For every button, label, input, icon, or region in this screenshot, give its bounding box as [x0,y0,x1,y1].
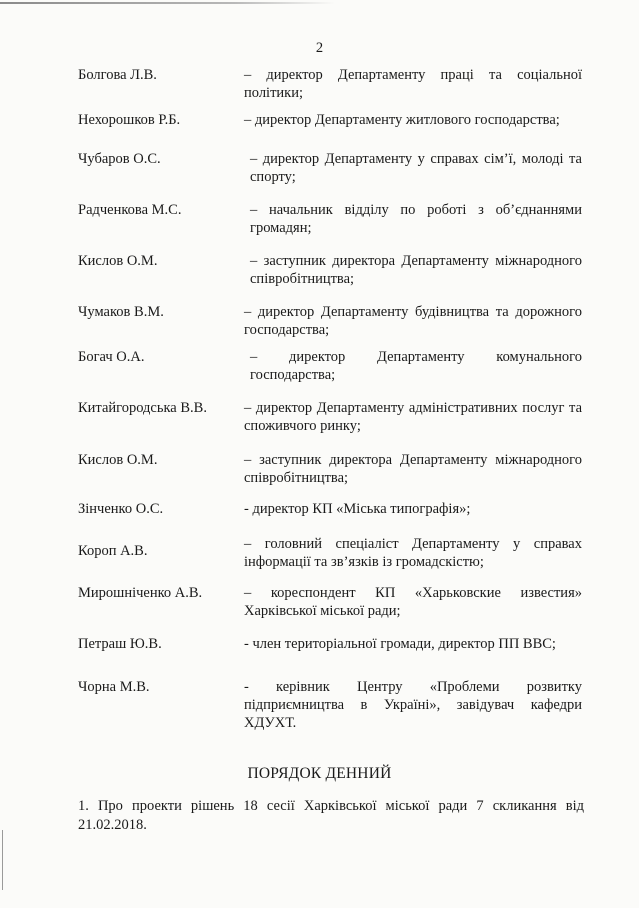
member-name: Мирошніченко А.В. [78,585,203,601]
scan-edge-top [0,2,335,4]
member-name: Зінченко О.С. [78,501,164,517]
member-role: - керівник Центру «Проблеми розвитку підприємництва в Україні», завідувач кафедри ХДУХТ. [244,679,582,731]
member-role: – директор Департаменту праці та соціальної політики; [244,67,582,101]
member-role: - член територіальної громади, директор ПП ВВС; [244,636,556,652]
member-name: Богач О.А. [78,349,145,365]
member-name: Кислов О.М. [78,253,158,269]
member-name: Короп А.В. [78,543,148,559]
member-name: Нехорошков Р.Б. [78,112,181,128]
page-number: 2 [315,40,324,56]
member-name: Чорна М.В. [78,679,150,695]
member-role: – директор Департаменту житлового господарства; [244,112,560,128]
member-role: – директор Департаменту адміністративних послуг та споживчого ринку; [244,400,582,434]
agenda-heading: ПОРЯДОК ДЕННИЙ [247,765,392,782]
member-name: Кислов О.М. [78,452,158,468]
member-name: Китайгородська В.В. [78,400,207,416]
member-name: Болгова Л.В. [78,67,157,83]
member-role: – головний спеціаліст Департаменту у справах інформації та зв’язків із громадскістю; [244,536,582,570]
member-role: – директор Департаменту у справах сім’ї, молоді та спорту; [250,151,582,185]
member-name: Чубаров О.С. [78,151,161,167]
scan-edge-left [2,830,3,890]
agenda-item: 1. Про проекти рішень 18 сесії Харківської міської ради 7 скликання від 21.02.2018. [78,798,584,833]
member-name: Чумаков В.М. [78,304,164,320]
member-role: - директор КП «Міська типографія»; [244,501,471,517]
member-name: Радченкова М.С. [78,202,182,218]
member-role: – заступник директора Департаменту міжнародного співробітництва; [244,452,582,486]
member-role: – кореспондент КП «Харьковские известия» Харківської міської ради; [244,585,582,619]
member-role: – директор Департаменту комунального господарства; [250,349,582,383]
member-role: – начальник відділу по роботі з об’єднаннями громадян; [250,202,582,236]
member-role: – заступник директора Департаменту міжнародного співробітництва; [250,253,582,287]
member-role: – директор Департаменту будівництва та дорожного господарства; [244,304,582,338]
member-name: Петраш Ю.В. [78,636,162,652]
